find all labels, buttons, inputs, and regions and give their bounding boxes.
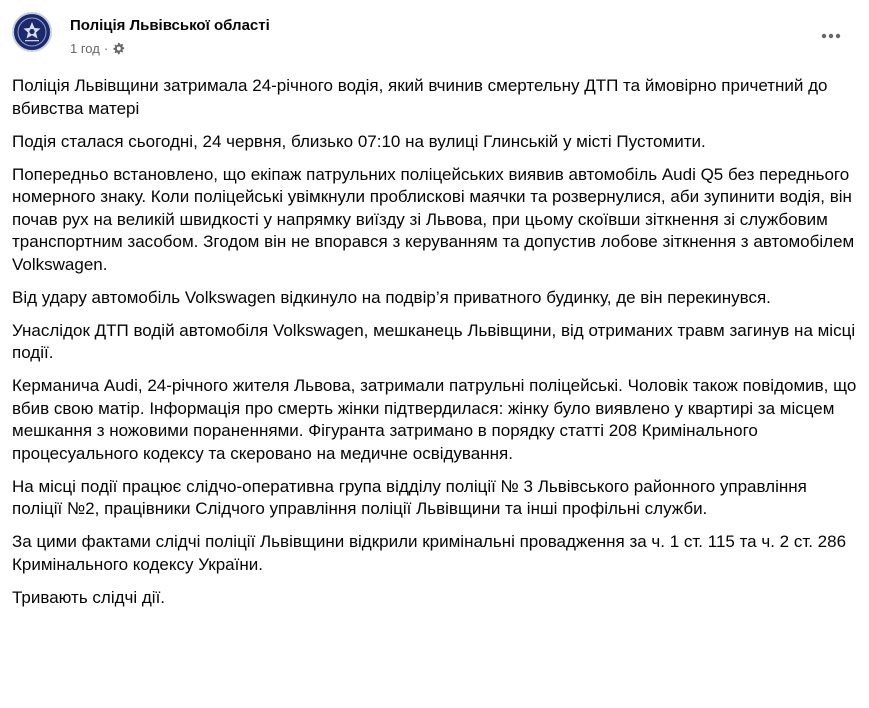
post-paragraph: Керманича Audi, 24-річного жителя Львова, затримали патрульні поліцейські. Чоловік також повідомив, що вбив свою матір. Інформація про смерть жінки підтвердилася: жінку було виявлено у квартирі за місцем мешкання з ножовими пораненнями. Фігуранта затримано в порядку статті 208 Кримінального процесуального кодексу та скеровано на медичне освідування. bbox=[12, 376, 857, 463]
post-paragraph: За цими фактами слідчі поліції Львівщини відкрили кримінальні провадження за ч. 1 ст. 115 та ч. 2 ст. 286 Кримінального кодексу України. bbox=[12, 532, 847, 574]
post-paragraph: Подія сталася сьогодні, 24 червня, близько 07:10 на вулиці Глинській у місті Пустомити. bbox=[12, 131, 706, 151]
post-paragraph: Поліція Львівщини затримала 24-річного водія, який вчинив смертельну ДТП та ймовірно причетний до вбивства матері bbox=[12, 76, 828, 118]
more-options-button[interactable] bbox=[813, 18, 849, 54]
post-paragraph: На місці події працює слідчо-оперативна група відділу поліції № 3 Львівського районного управління поліції №2, працівники Слідчого управління поліції Львівщини та інші профільні служби. bbox=[12, 476, 807, 518]
post-meta bbox=[70, 41, 125, 56]
post-paragraph: Попередньо встановлено, що екіпаж патрульних поліцейських виявив автомобіль Audi Q5 без переднього номерного знаку. Коли поліцейські увімкнули проблискові маячки та розвернулися, аби зупинити водія, він почав рух на великій швидкості у напрямку виїзду зі Львова, при цьому скоївши зіткнення зі службовим транспортним засобом. Згодом він не впорався з керуванням та допустив лобове зіткнення з автомобілем Volkswagen. bbox=[12, 164, 855, 274]
gear-icon[interactable] bbox=[112, 42, 125, 55]
page-name[interactable]: Поліція Львівської області bbox=[70, 17, 270, 34]
post-paragraph: Від удару автомобіль Volkswagen відкинуло на подвір’я приватного будинку, де він перекинувся. bbox=[12, 287, 771, 307]
post-paragraph: Унаслідок ДТП водій автомобіля Volkswagen, мешканець Львівщини, від отриманих травм загинув на місці події. bbox=[12, 320, 856, 362]
post-header bbox=[12, 12, 857, 62]
more-options-icon bbox=[821, 33, 841, 39]
post-timestamp[interactable]: 1 год bbox=[70, 41, 100, 56]
page-avatar[interactable] bbox=[12, 12, 52, 52]
meta-separator: · bbox=[103, 41, 109, 56]
post-text bbox=[12, 75, 860, 620]
post-paragraph: Тривають слідчі дії. bbox=[12, 587, 166, 607]
police-emblem-icon bbox=[17, 17, 47, 47]
